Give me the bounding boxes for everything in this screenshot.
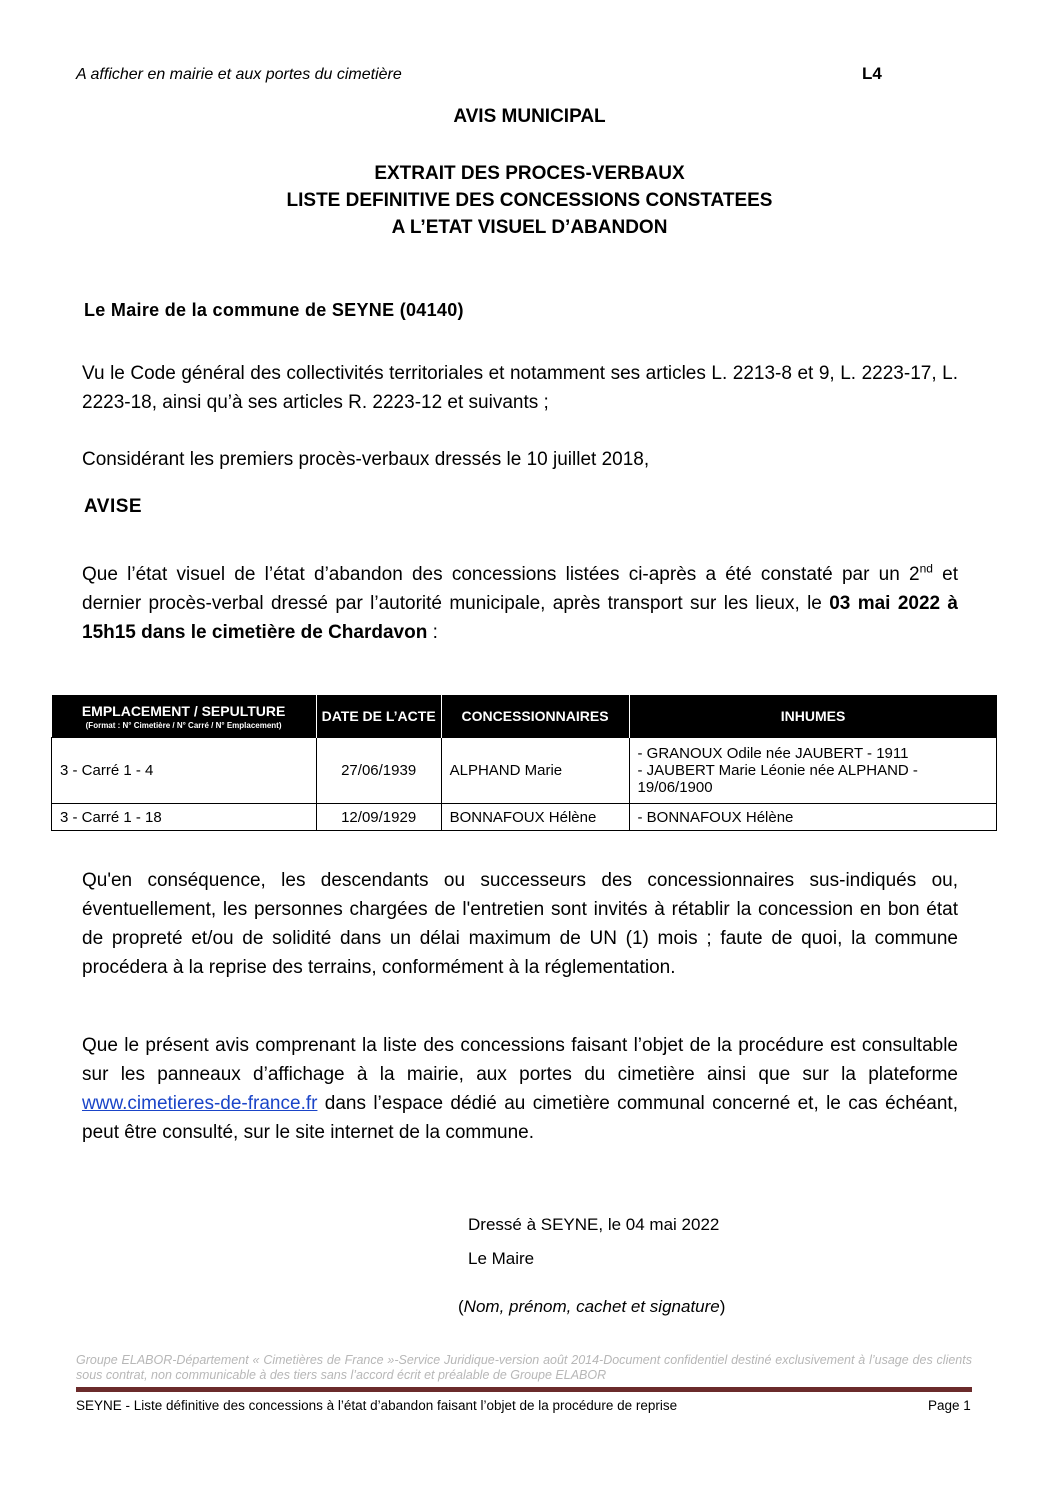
cell-inhumes [629, 804, 996, 831]
considering-paragraph: Considérant les premiers procès-verbaux dressés le 10 juillet 2018, [82, 449, 650, 470]
header-inhumes: INHUMES [629, 695, 996, 738]
table-row [52, 738, 997, 804]
finding-paragraph [82, 560, 958, 647]
header-emplacement-label: EMPLACEMENT / SEPULTURE [81, 702, 286, 719]
mayor-heading: Le Maire de la commune de SEYNE (04140) [84, 300, 464, 320]
header-concessionnaires: CONCESSIONNAIRES [441, 695, 629, 738]
header-date: DATE DE L’ACTE [316, 695, 441, 738]
avise-heading: AVISE [84, 496, 143, 517]
header-emplacement-format: (Format : N° Cimetière / N° Carré / N° Emplacement) [85, 720, 282, 730]
footer-document-title: SEYNE - Liste définitive des concessions à l’état d’abandon faisant l’objet de la procédure de reprise [76, 1398, 678, 1413]
cell-date: 12/09/1929 [316, 804, 441, 831]
signature-place-date: Dressé à SEYNE, le 04 mai 2022 [468, 1215, 720, 1234]
finding-superscript: nd [919, 561, 933, 576]
posting-note: A afficher en mairie et aux portes du cimetière [76, 66, 402, 83]
inhume-entry: - JAUBERT Marie Léonie née ALPHAND - 19/06/1900 [637, 762, 918, 796]
cell-concessionnaire: BONNAFOUX Hélène [441, 804, 629, 831]
confidentiality-disclaimer: Groupe ELABOR-Département « Cimetières de France »-Service Juridique-version août 2014-Document confidentiel destiné exclusivement à l’usage des clients sous contrat, non communicable à des tiers sans l’accord écrit et préalable de Groupe ELABOR [76, 1353, 972, 1382]
footer-rule [76, 1387, 972, 1392]
subtitle-line-1: EXTRAIT DES PROCES-VERBAUX [374, 163, 685, 184]
header-emplacement [52, 695, 317, 738]
platform-link[interactable]: www.cimetieres-de-france.fr [82, 1093, 318, 1114]
cell-concessionnaire: ALPHAND Marie [441, 738, 629, 804]
signature-role: Le Maire [468, 1249, 535, 1268]
notice-subtitle [0, 160, 1059, 241]
signature-instruction-text: Nom, prénom, cachet et signature [463, 1297, 720, 1316]
availability-text-2: dans l’espace dédié au cimetière communal concerné et, le cas échéant, peut être consulté, sur le site internet de la commune. [82, 1093, 958, 1143]
availability-text-1: Que le présent avis comprenant la liste des concessions faisant l’objet de la procédure est consultable sur les panneaux d’affichage à la mairie, aux portes du cimetière ainsi que sur la plateforme [82, 1035, 958, 1085]
finding-date-place: 03 mai 2022 à 15h15 dans le cimetière de Chardavon [82, 593, 959, 643]
paren-open: ( [458, 1297, 464, 1316]
notice-title: AVIS MUNICIPAL [453, 106, 606, 127]
finding-text-end: : [427, 622, 438, 643]
signature-instruction [458, 1297, 725, 1317]
inhume-entry: - GRANOUX Odile née JAUBERT - 1911 [637, 745, 909, 762]
cell-emplacement: 3 - Carré 1 - 4 [52, 738, 317, 804]
availability-paragraph [82, 1031, 958, 1147]
consequence-paragraph: Qu'en conséquence, les descendants ou successeurs des concessionnaires sus-indiqués ou, éventuellement, les personnes chargées de l'entretien sont invités à rétablir la concession en bon état de propreté et/ou de solidité dans un délai maximum de UN (1) mois ; faute de quoi, la commune procédera à la reprise des terrains, conformément à la réglementation. [82, 870, 958, 978]
document-reference: L4 [862, 64, 882, 83]
cell-date: 27/06/1939 [316, 738, 441, 804]
subtitle-line-3: A L’ETAT VISUEL D’ABANDON [391, 217, 668, 238]
concessions-table [51, 695, 997, 831]
paren-close: ) [719, 1297, 726, 1316]
page-number: Page 1 [928, 1398, 971, 1413]
finding-text-2: et dernier procès-verbal dressé par l’autorité municipale, après transport sur les lieux, le [82, 564, 959, 614]
inhume-entry: - BONNAFOUX Hélène [637, 808, 794, 826]
table-row [52, 804, 997, 831]
cell-emplacement: 3 - Carré 1 - 18 [52, 804, 317, 831]
cell-inhumes [629, 738, 996, 804]
table-header-row [52, 695, 997, 738]
finding-text-1: Que l’état visuel de l’état d’abandon des concessions listées ci-après a été constaté par un 2 [82, 564, 920, 585]
subtitle-line-2: LISTE DEFINITIVE DES CONCESSIONS CONSTATEES [286, 190, 773, 211]
legal-basis-paragraph: Vu le Code général des collectivités territoriales et notamment ses articles L. 2213-8 et 9, L. 2223-17, L. 2223-18, ainsi qu’à ses articles R. 2223-12 et suivants ; [82, 363, 958, 413]
